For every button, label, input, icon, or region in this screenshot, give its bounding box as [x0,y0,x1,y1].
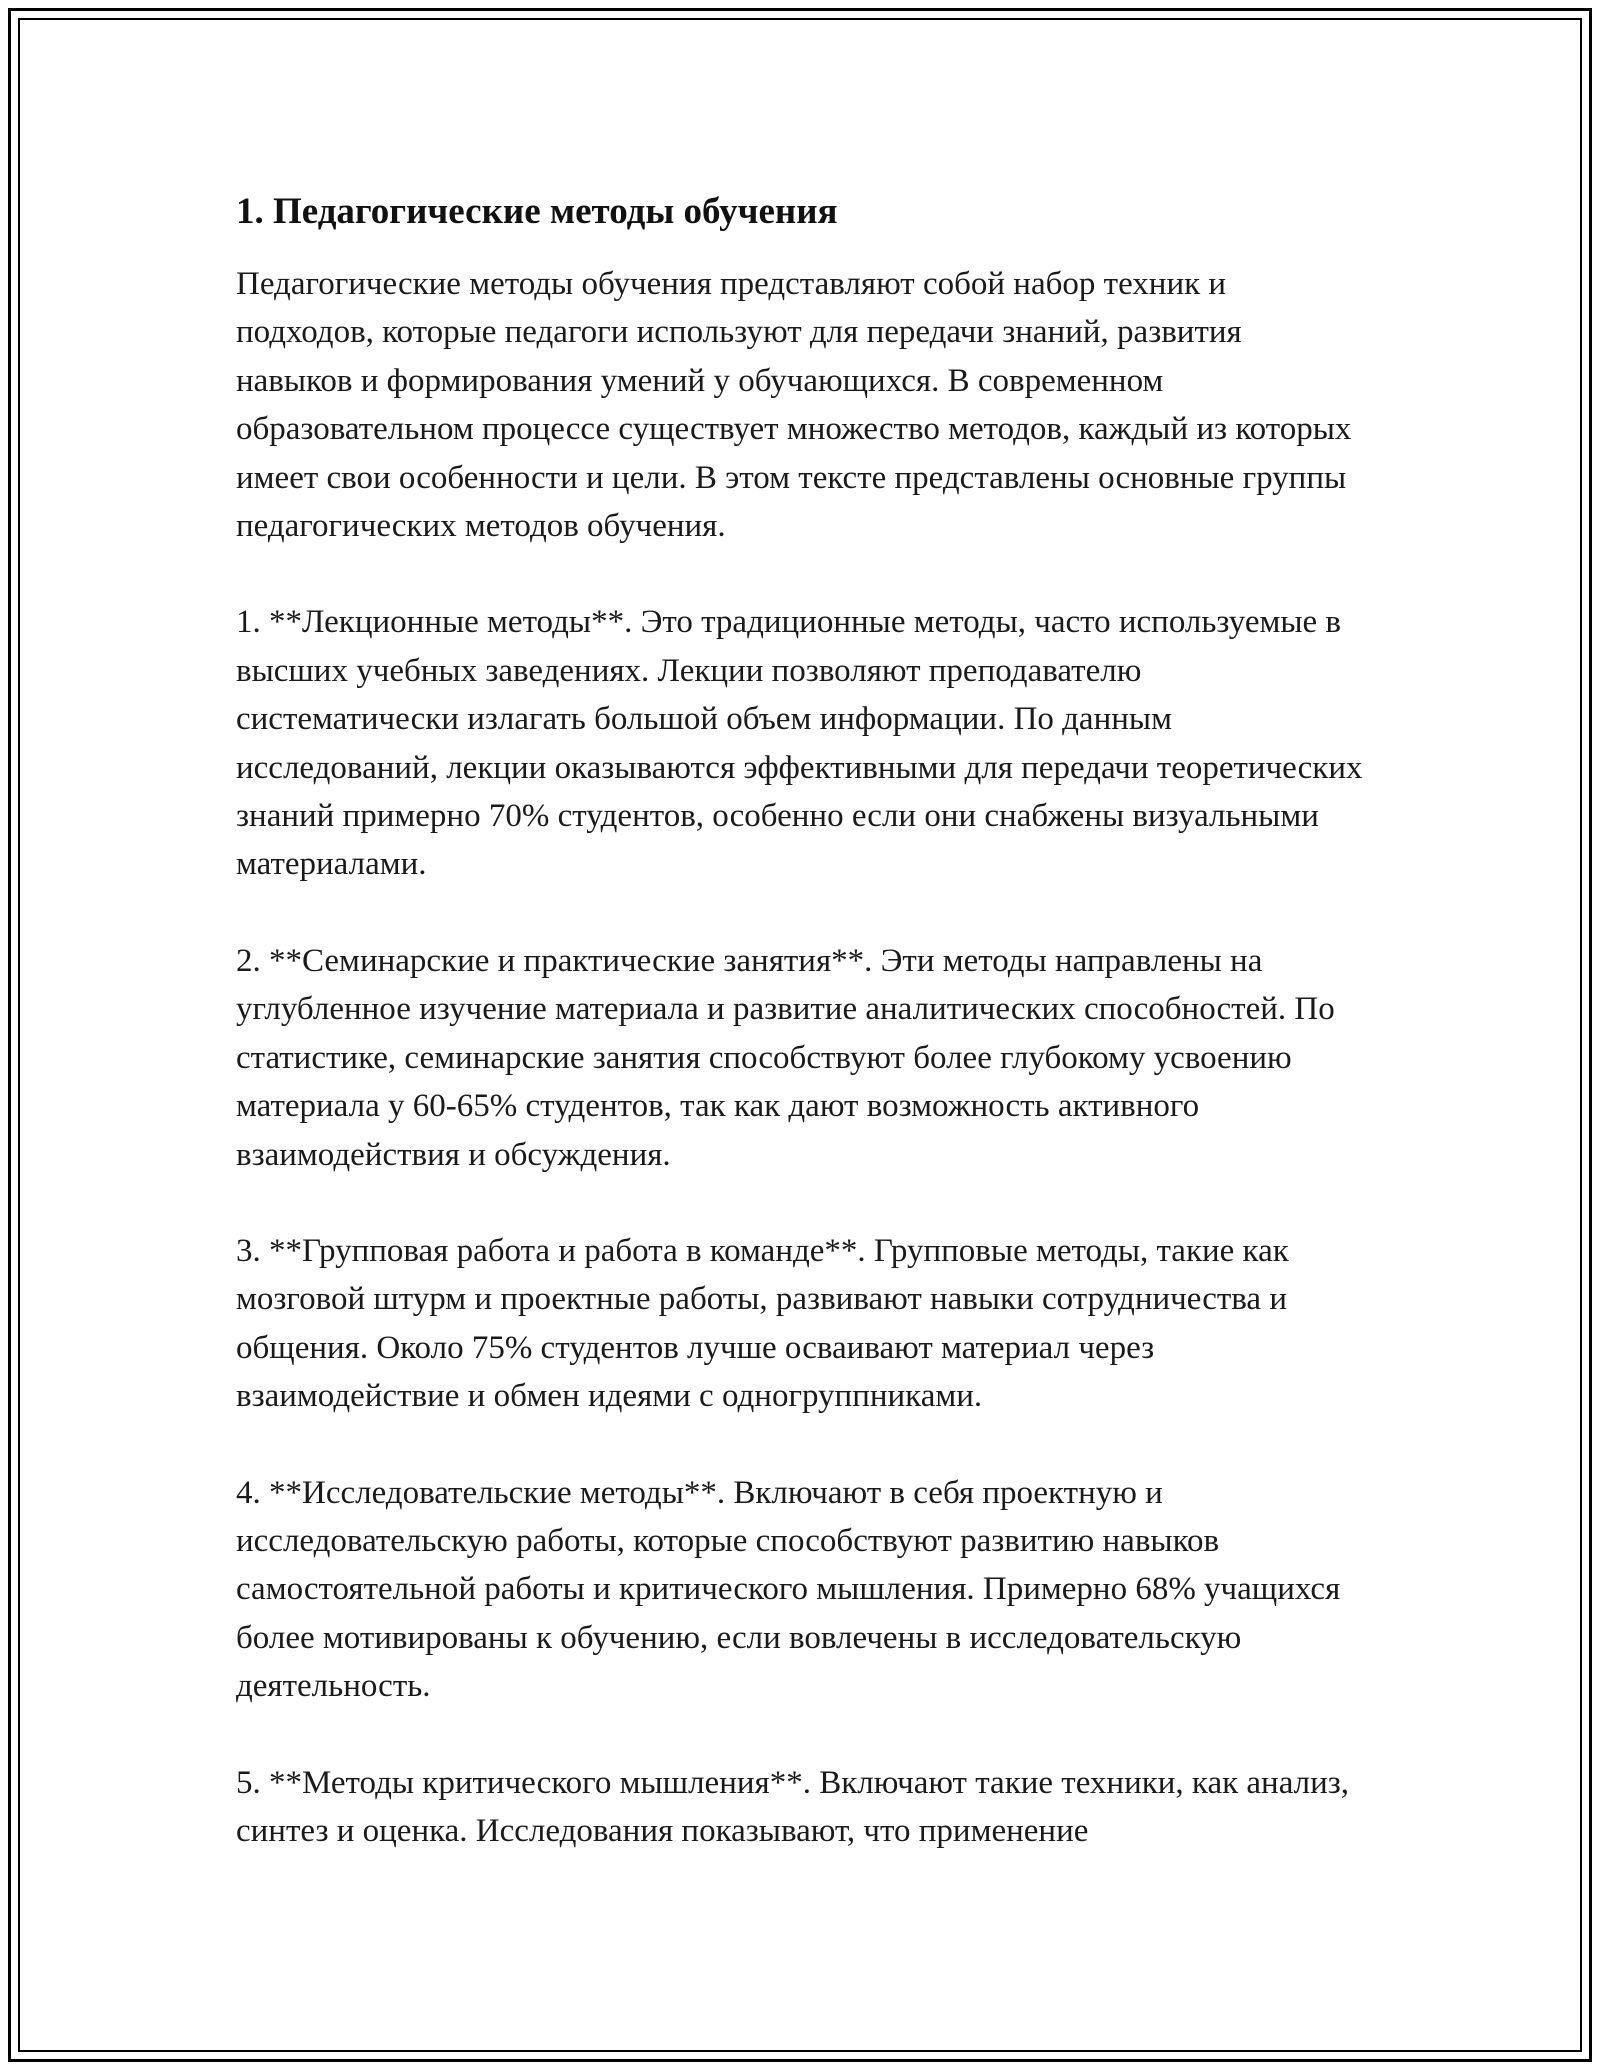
paragraph-seminar-methods: 2. **Семинарские и практические занятия**. Эти методы направлены на углубленное изучение материала и развитие аналитических способностей. По статистике, семинарские занятия способствуют более глубокому усвоению материала у 60-65% студентов, так как дают возможность активного взаимодействия и обсуждения. [236,942,1335,1173]
document-body [236,186,1366,1903]
paragraph-lecture-methods: 1. **Лекционные методы**. Это традиционные методы, часто используемые в высших учебных заведениях. Лекции позволяют преподавателю систематически излагать большой объем информации. По данным исследований, лекции оказываются эффективными для передачи теоретических знаний примерно 70% студентов, особенно если они снабжены визуальными материалами. [236,604,1363,883]
paragraph-critical-thinking: 5. **Методы критического мышления**. Включают такие техники, как анализ, синтез и оценка. Исследования показывают, что применение [236,1764,1350,1849]
intro-paragraph: Педагогические методы обучения представляют собой набор техник и подходов, которые педагоги используют для передачи знаний, развития навыков и формирования умений у обучающихся. В современном образовательном процессе существует множество методов, каждый из которых имеет свои особенности и цели. В этом тексте представлены основные группы педагогических методов обучения. [236,266,1352,545]
section-heading: 1. Педагогические методы обучения [236,191,838,232]
paragraph-group-work: 3. **Групповая работа и работа в команде**. Групповые методы, такие как мозговой штурм и проектные работы, развивают навыки сотрудничества и общения. Около 75% студентов лучше осваивают материал через взаимодействие и обмен идеями с одногруппниками. [236,1232,1289,1415]
paragraph-research-methods: 4. **Исследовательские методы**. Включают в себя проектную и исследовательскую работы, которые способствуют развитию навыков самостоятельной работы и критического мышления. Примерно 68% учащихся более мотивированы к обучению, если вовлечены в исследовательскую деятельность. [236,1474,1341,1705]
